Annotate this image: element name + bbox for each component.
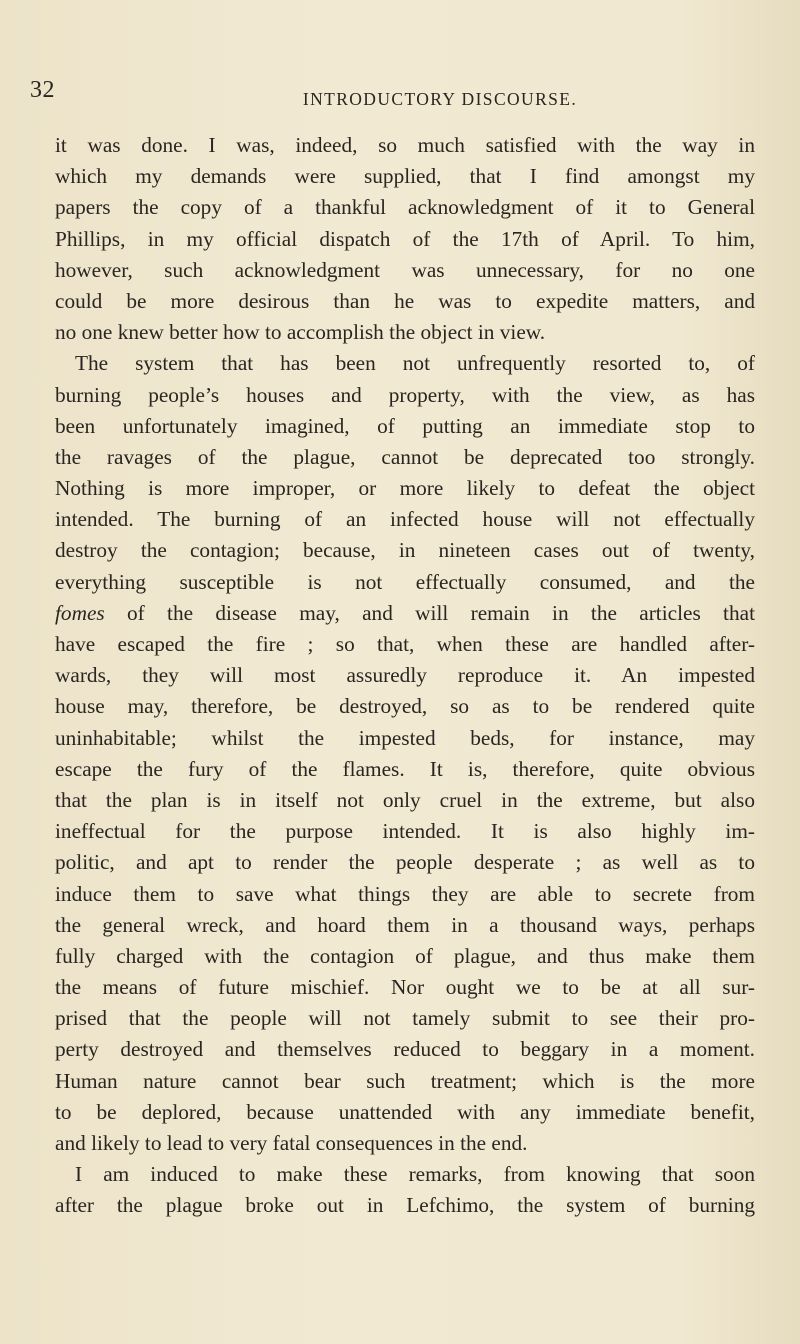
text-line: have escaped the fire ; so that, when these are handled after-	[55, 632, 755, 656]
body-text	[55, 130, 755, 1222]
text-line	[55, 598, 755, 629]
text-line: I am induced to make these remarks, from knowing that soon	[75, 1162, 755, 1187]
italic-term: fomes	[55, 600, 105, 625]
text-line: perty destroyed and themselves reduced to beggary in a moment.	[55, 1037, 755, 1062]
text-line: that the plan is in itself not only cruel in the extreme, but also	[55, 787, 755, 812]
text-line: wards, they will most assuredly reproduce it. An impested	[55, 663, 755, 688]
text-line: uninhabitable; whilst the impested beds, for instance, may	[55, 725, 755, 750]
text-line: everything susceptible is not effectually consumed, and the	[55, 569, 755, 594]
text-line: intended. The burning of an infected house will not effectually	[55, 507, 755, 532]
text-line: Nothing is more improper, or more likely to defeat the object	[55, 476, 755, 501]
text-line: which my demands were supplied, that I find amongst my	[55, 164, 755, 189]
text-line: Phillips, in my official dispatch of the 17th of April. To him,	[55, 226, 755, 251]
text-line: and likely to lead to very fatal consequences in the end.	[55, 1131, 528, 1155]
text-line: fully charged with the contagion of plague, and thus make them	[55, 943, 755, 968]
text-line: escape the fury of the flames. It is, therefore, quite obvious	[55, 756, 755, 781]
text-line: been unfortunately imagined, of putting an immediate stop to	[55, 413, 755, 438]
text-line: ineffectual for the purpose intended. It is also highly im-	[55, 819, 755, 844]
text-line: to be deplored, because unattended with any immediate benefit,	[55, 1099, 755, 1124]
text-line: burning people’s houses and property, with the view, as has	[55, 382, 755, 407]
text-line: Human nature cannot bear such treatment; which is the more	[55, 1068, 755, 1093]
text-line: after the plague broke out in Lefchimo, the system of burning	[55, 1193, 755, 1218]
text-line: papers the copy of a thankful acknowledgment of it to General	[55, 195, 755, 220]
text-line: the general wreck, and hoard them in a thousand ways, perhaps	[55, 912, 755, 937]
text-line: house may, therefore, be destroyed, so as to be rendered quite	[55, 694, 755, 719]
text-line: The system that has been not unfrequently resorted to, of	[75, 351, 755, 376]
text-line: the means of future mischief. Nor ought we to be at all sur-	[55, 975, 755, 1000]
text-line: induce them to save what things they are able to secrete from	[55, 881, 755, 906]
text-line: no one knew better how to accomplish the object in view.	[55, 320, 546, 345]
text-line-rest: of the disease may, and will remain in the articles that	[104, 600, 755, 625]
text-line: destroy the contagion; because, in nineteen cases out of twenty,	[55, 538, 755, 563]
running-head: INTRODUCTORY DISCOURSE.	[302, 89, 578, 109]
page-number: 32	[30, 77, 55, 103]
text-line: politic, and apt to render the people desperate ; as well as to	[55, 850, 755, 875]
text-line: it was done. I was, indeed, so much satisfied with the way in	[55, 133, 755, 157]
text-line: however, such acknowledgment was unnecessary, for no one	[55, 257, 755, 282]
text-line: the ravages of the plague, cannot be deprecated too strongly.	[55, 444, 755, 469]
text-line: prised that the people will not tamely submit to see their pro-	[55, 1006, 755, 1031]
text-line: could be more desirous than he was to expedite matters, and	[55, 288, 755, 313]
